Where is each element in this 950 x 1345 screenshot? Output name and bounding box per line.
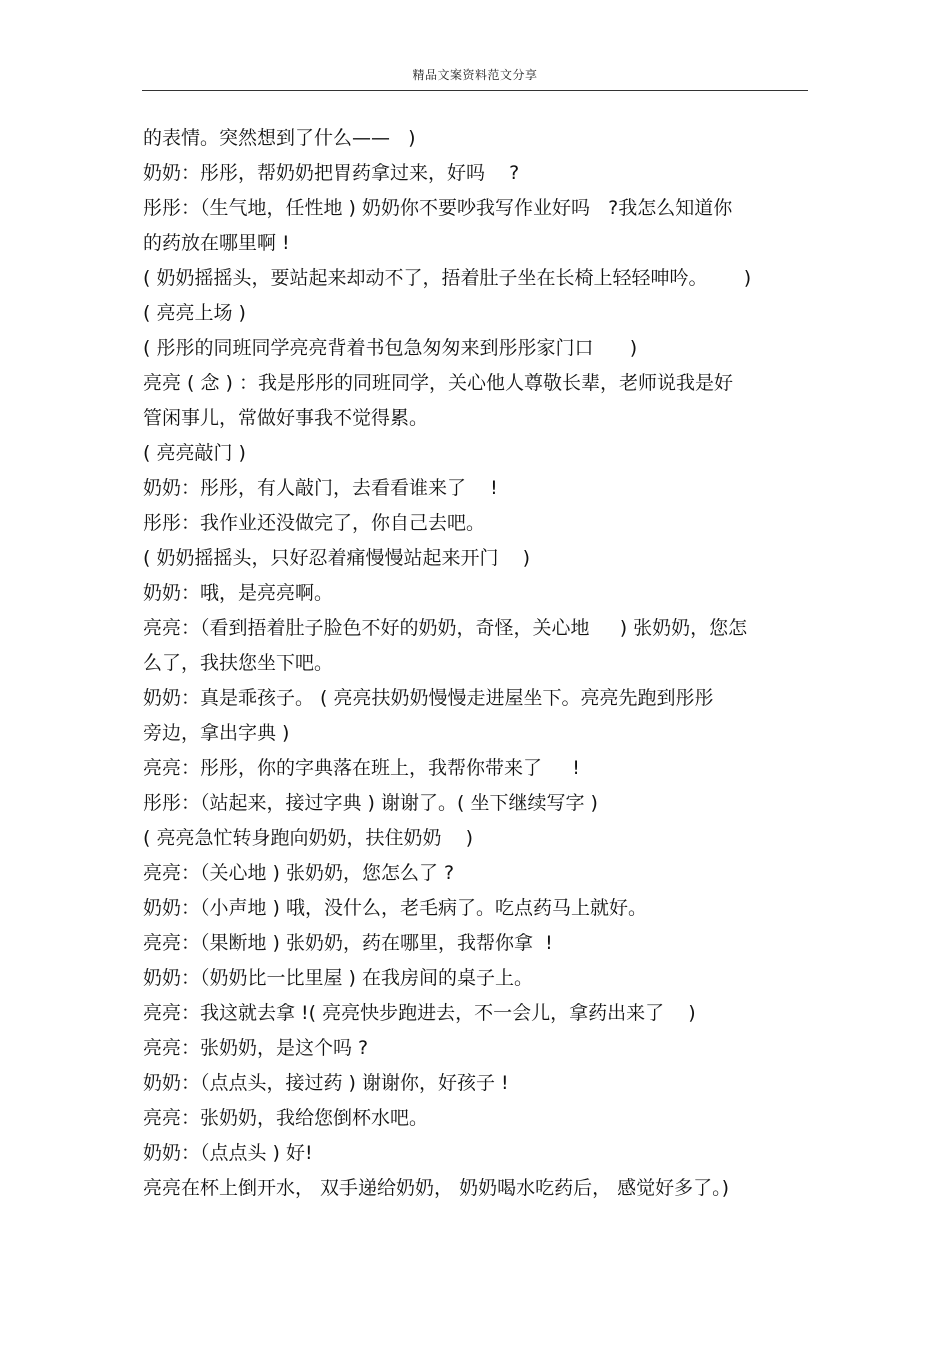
script-line: ( 亮亮上场 ) (143, 302, 246, 324)
script-line: 奶奶：哦，是亮亮啊。 (143, 582, 334, 604)
script-line: ( 亮亮敲门 ) (143, 442, 246, 464)
script-line: 亮亮：（关心地 ) 张奶奶，您怎么了 ? (143, 862, 455, 884)
script-line: 彤彤：（站起来，接过字典 ) 谢谢了。( 坐下继续写字 ) (143, 792, 598, 814)
script-line: 彤彤：我作业还没做完了，你自己去吧。 (143, 512, 486, 534)
script-line: 奶奶：（点点头，接过药 ) 谢谢你，好孩子 ! (143, 1072, 509, 1094)
script-line: 亮亮：（看到捂着肚子脸色不好的奶奶，奇怪，关心地 ) 张奶奶，您怎 (143, 617, 748, 639)
script-line: 亮亮：彤彤，你的字典落在班上，我帮你带来了 ! (143, 757, 580, 779)
script-line: 的表情。突然想到了什么—— ) (143, 127, 416, 149)
script-line: 奶奶：彤彤，帮奶奶把胃药拿过来，好吗 ? (143, 162, 520, 184)
script-line: 的药放在哪里啊 ! (143, 232, 290, 254)
script-line: 亮亮：（果断地 ) 张奶奶，药在哪里，我帮你拿 ! (143, 932, 553, 954)
script-line: 亮亮：张奶奶，我给您倒杯水吧。 (143, 1107, 429, 1129)
script-line: 奶奶：（小声地 ) 哦，没什么，老毛病了。吃点药马上就好。 (143, 897, 647, 919)
script-line: ( 亮亮急忙转身跑向奶奶，扶住奶奶 ) (143, 827, 474, 849)
script-line: 旁边，拿出字典 ) (143, 722, 290, 744)
script-line: ( 彤彤的同班同学亮亮背着书包急匆匆来到彤彤家门口 ) (143, 337, 638, 359)
page-header: 精品文案资料范文分享 (412, 68, 538, 82)
document-body (143, 121, 811, 1206)
script-line: 亮亮：我这就去拿 !( 亮亮快步跑进去，不一会儿，拿药出来了 ) (143, 1002, 696, 1024)
script-line: ( 奶奶摇摇头，只好忍着痛慢慢站起来开门 ) (143, 547, 531, 569)
script-line: 么了，我扶您坐下吧。 (143, 652, 334, 674)
script-line: 亮亮 ( 念 ) ：我是彤彤的同班同学，关心他人尊敬长辈，老师说我是好 (143, 372, 733, 394)
script-line: 奶奶：（点点头 ) 好! (143, 1142, 313, 1164)
script-line: 亮亮在杯上倒开水， 双手递给奶奶， 奶奶喝水吃药后， 感觉好多了。) (143, 1177, 730, 1199)
script-line: 奶奶：彤彤，有人敲门，去看看谁来了 ! (143, 477, 498, 499)
script-line: 管闲事儿，常做好事我不觉得累。 (143, 407, 429, 429)
header-divider (142, 90, 808, 91)
script-line: 奶奶：真是乖孩子。 ( 亮亮扶奶奶慢慢走进屋坐下。亮亮先跑到彤彤 (143, 687, 714, 709)
script-line: 奶奶：（奶奶比一比里屋 ) 在我房间的桌子上。 (143, 967, 533, 989)
script-line: 亮亮：张奶奶，是这个吗 ? (143, 1037, 369, 1059)
script-line: 彤彤：（生气地，任性地 ) 奶奶你不要吵我写作业好吗 ?我怎么知道你 (143, 197, 733, 219)
script-line: ( 奶奶摇摇头，要站起来却动不了，捂着肚子坐在长椅上轻轻呻吟。 ) (143, 267, 752, 289)
